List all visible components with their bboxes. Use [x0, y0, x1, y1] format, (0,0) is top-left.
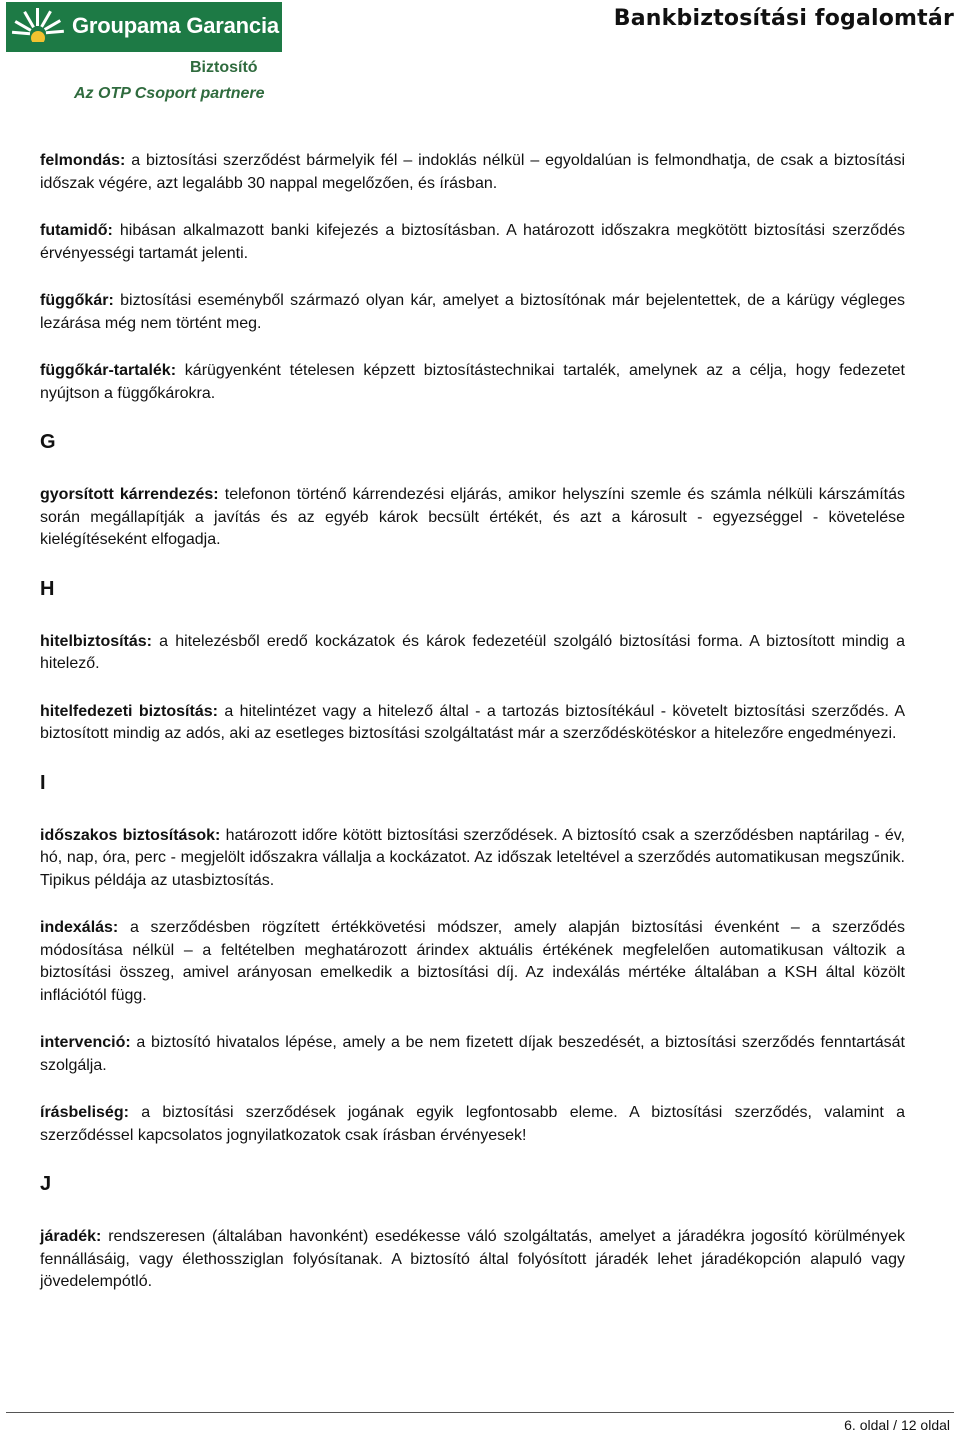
entry-definition: telefonon történő kárrendezési eljárás, amikor helyszíni szemle és számla nélküli kárszámítás során megállapítják a javítás és az egyéb károk becsült értékét, és azt a károsult - egyezséggel - követelése kielégítéseként elfogadja.: [40, 486, 906, 548]
glossary-entry: [40, 290, 905, 335]
logo-company-name: Groupama Garancia: [72, 13, 279, 38]
entry-definition: a szerződésben rögzített értékkövetési módszer, amely alapján biztosítási évenként – a szerződés módosítása nélkül – a feltételben meghatározott árindex aktuális értékének megfelelően automatikusan változik a biztosítási összeg, amivel arányosan emelkedik a biztosítási díj. Az indexálás mértéke általában a KSH által közölt inflációtól függ.: [40, 919, 905, 1004]
section-letter: I: [40, 771, 46, 794]
entry-term: függőkár:: [40, 292, 114, 309]
page-number: 6. oldal / 12 oldal: [844, 1417, 950, 1433]
glossary-entry: [40, 917, 905, 1007]
entry-definition: rendszeresen (általában havonként) esedékesse váló szolgáltatás, amelyet a járadékra jogosító körülmények fennállásáig, vagy élethossziglan folyósítanak. A biztosító által folyósított járadék lehet járadékopción alapuló vagy jövedelempótló.: [40, 1228, 905, 1290]
section-letter: G: [40, 431, 56, 453]
company-logo: [6, 2, 282, 104]
entry-term: hitelbiztosítás:: [40, 632, 153, 650]
entry-definition: a biztosítási szerződést bármelyik fél – indoklás nélkül – egyoldalúan is felmondhatja, de csak a biztosítási időszak végére, azt legalább 30 nappal megelőzően, és írásban.: [40, 152, 905, 192]
glossary-entry: [40, 150, 905, 195]
glossary-content: [40, 150, 905, 1319]
entry-term: felmondás:: [40, 152, 126, 169]
glossary-entry: [40, 1226, 905, 1294]
entry-term: gyorsított kárrendezés:: [40, 486, 219, 503]
logo-subtitle: Biztosító: [190, 59, 258, 76]
entry-term: időszakos biztosítások:: [40, 826, 221, 844]
entry-definition: a hitelezésből eredő kockázatok és károk fedezetéül szolgáló biztosítási forma. A biztosított mindig a hitelező.: [40, 632, 905, 672]
entry-definition: a biztosítási szerződések jogának egyik legfontosabb eleme. A biztosítási szerződés, valamint a szerződéssel kapcsolatos jognyilatkozatok csak írásban érvényesek!: [40, 1104, 905, 1144]
section-letter: H: [40, 577, 55, 600]
glossary-entry: [40, 360, 905, 405]
entry-definition: biztosítási eseményből származó olyan kár, amelyet a biztosítónak már bejelentettek, de a kárügy végleges lezárása még nem történt meg.: [40, 292, 905, 332]
logo-band: [6, 2, 282, 52]
logo-tagline: Az OTP Csoport partnere: [74, 85, 265, 102]
entry-term: hitelfedezeti biztosítás:: [40, 702, 218, 720]
section-letter: J: [40, 1173, 52, 1195]
entry-term: függőkár-tartalék:: [40, 362, 177, 379]
glossary-entry: [40, 701, 905, 746]
entry-definition: a hitelintézet vagy a hitelező által - a tartozás biztosítékául - követelt biztosítási szerződés. A biztosított mindig az adós, aki az esetleges biztosítási szolgáltatást már a szerződéskötéskor a hitelezőre engedményezi.: [40, 702, 905, 742]
glossary-entry: [40, 220, 905, 265]
glossary-entry: [40, 631, 905, 676]
entry-term: futamidő:: [40, 222, 113, 239]
entry-definition: hibásan alkalmazott banki kifejezés a biztosításban. A határozott időszakra megkötött biztosítási szerződés érvényességi tartamát jelenti.: [40, 222, 905, 262]
footer-divider: [6, 1412, 954, 1413]
glossary-entry: [40, 1102, 905, 1147]
entry-term: intervenció:: [40, 1034, 131, 1051]
groupama-logo-icon: [10, 6, 66, 50]
entry-definition: határozott időre kötött biztosítási szerződések. A biztosító csak a szerződésben naptárilag - év, hó, nap, óra, perc - megjelölt időszakra vállalja a kockázatot. Az időszak leteltével a szerződés automatikusan megszűnik. Tipikus példája az utasbiztosítás.: [40, 826, 905, 889]
entry-term: indexálás:: [40, 919, 119, 936]
document-title: Bankbiztosítási fogalomtár: [613, 6, 954, 31]
glossary-entry: [40, 484, 905, 552]
glossary-entry: [40, 825, 905, 893]
entry-definition: kárügyenként tételesen képzett biztosítástechnikai tartalék, amelynek az a célja, hogy fedezetet nyújtson a függőkárokra.: [40, 362, 905, 402]
glossary-entry: [40, 1032, 905, 1077]
entry-term: járadék:: [40, 1228, 102, 1245]
entry-definition: a biztosító hivatalos lépése, amely a be nem fizetett díjak beszedését, a biztosítási szerződés fenntartását szolgálja.: [40, 1034, 905, 1074]
entry-term: írásbeliség:: [40, 1104, 129, 1121]
